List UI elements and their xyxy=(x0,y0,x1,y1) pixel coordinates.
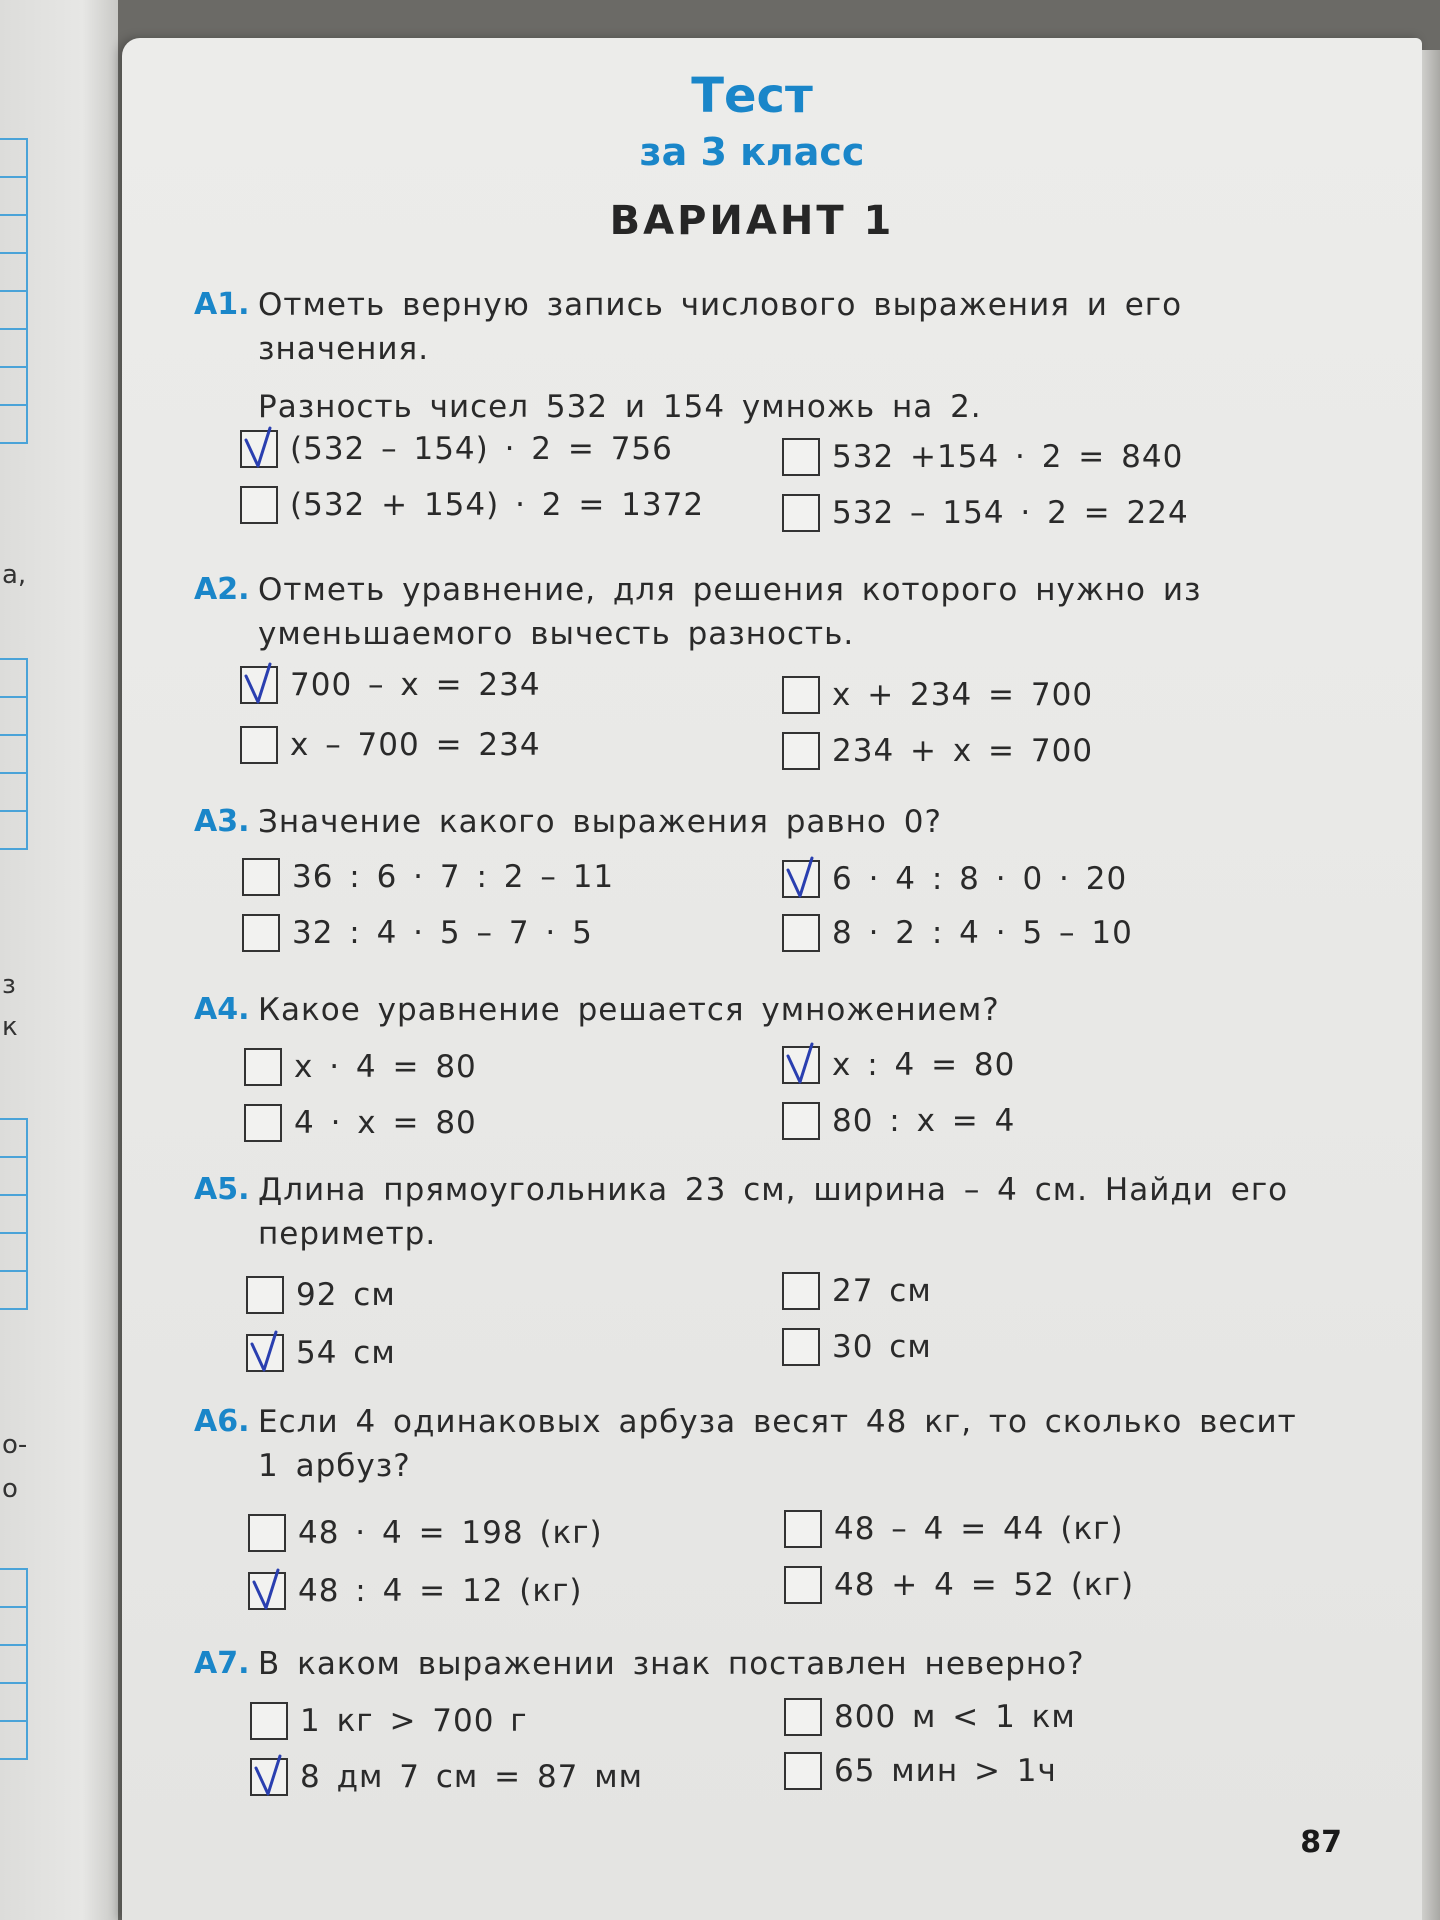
left-page-char: з xyxy=(2,970,16,1000)
variant-heading: ВАРИАНТ 1 xyxy=(609,198,895,244)
left-page-char: о xyxy=(2,1474,18,1504)
left-grid-column xyxy=(0,1570,28,1760)
option-label: 48 – 4 = 44 (кг) xyxy=(834,1511,1124,1547)
option-label: 700 – x = 234 xyxy=(290,667,541,703)
answer-option[interactable] xyxy=(782,732,1093,770)
answer-option[interactable] xyxy=(782,914,1133,952)
question-text: В каком выражении знак поставлен неверно? xyxy=(258,1646,1085,1682)
question-a2 xyxy=(194,568,1324,656)
option-label: 800 м < 1 км xyxy=(834,1699,1076,1735)
checkmark-icon xyxy=(782,852,822,902)
option-label: 92 см xyxy=(296,1277,396,1313)
checkbox[interactable] xyxy=(782,1272,820,1310)
option-label: 27 см xyxy=(832,1273,932,1309)
option-label: x + 234 = 700 xyxy=(832,677,1094,713)
grid-cell xyxy=(0,1682,28,1722)
answer-option[interactable] xyxy=(782,494,1189,532)
option-label: 32 : 4 · 5 – 7 · 5 xyxy=(292,915,593,951)
checkbox[interactable] xyxy=(784,1698,822,1736)
option-label: 65 мин > 1ч xyxy=(834,1753,1057,1789)
checkbox[interactable] xyxy=(784,1510,822,1548)
option-label: 30 см xyxy=(832,1329,932,1365)
grid-cell xyxy=(0,696,28,736)
grid-cell xyxy=(0,1720,28,1760)
answer-option[interactable] xyxy=(248,1572,583,1610)
grid-cell xyxy=(0,328,28,368)
checkbox[interactable] xyxy=(782,860,820,898)
question-text: Отметь верную запись числового выражения и его значения. xyxy=(258,287,1183,367)
question-number: А7. xyxy=(194,1646,250,1681)
answer-option[interactable] xyxy=(240,430,673,468)
answer-option[interactable] xyxy=(784,1510,1124,1548)
checkbox[interactable] xyxy=(246,1334,284,1372)
checkbox[interactable] xyxy=(250,1702,288,1740)
answer-option[interactable] xyxy=(242,914,593,952)
checkmark-icon xyxy=(246,1326,286,1376)
grid-cell xyxy=(0,176,28,216)
checkbox[interactable] xyxy=(240,486,278,524)
answer-option[interactable] xyxy=(784,1566,1134,1604)
grid-cell xyxy=(0,1270,28,1310)
answer-option[interactable] xyxy=(782,1272,932,1310)
answer-option[interactable] xyxy=(782,1102,1015,1140)
answer-option[interactable] xyxy=(246,1276,396,1314)
question-a6 xyxy=(194,1400,1324,1488)
question-a3 xyxy=(194,800,1324,844)
option-label: 48 · 4 = 198 (кг) xyxy=(298,1515,603,1551)
answer-option[interactable] xyxy=(240,666,541,704)
checkbox[interactable] xyxy=(244,1048,282,1086)
left-page-char: к xyxy=(2,1012,18,1042)
checkbox[interactable] xyxy=(782,732,820,770)
checkbox[interactable] xyxy=(244,1104,282,1142)
grid-cell xyxy=(0,1232,28,1272)
page-edge xyxy=(1422,50,1440,1920)
question-number: А6. xyxy=(194,1404,250,1439)
grid-cell xyxy=(0,810,28,850)
option-label: x : 4 = 80 xyxy=(832,1047,1016,1083)
checkbox[interactable] xyxy=(782,494,820,532)
option-label: 234 + x = 700 xyxy=(832,733,1094,769)
grid-cell xyxy=(0,1568,28,1608)
answer-option[interactable] xyxy=(250,1758,643,1796)
answer-option[interactable] xyxy=(250,1702,528,1740)
checkbox[interactable] xyxy=(240,726,278,764)
option-label: 532 – 154 · 2 = 224 xyxy=(832,495,1189,531)
grid-cell xyxy=(0,252,28,292)
question-number: А2. xyxy=(194,572,250,607)
answer-option[interactable] xyxy=(248,1514,603,1552)
option-label: 1 кг > 700 г xyxy=(300,1703,528,1739)
option-label: 48 : 4 = 12 (кг) xyxy=(298,1573,583,1609)
option-label: 6 · 4 : 8 · 0 · 20 xyxy=(832,861,1128,897)
question-number: А1. xyxy=(194,287,250,322)
question-a5 xyxy=(194,1168,1324,1256)
checkbox[interactable] xyxy=(782,438,820,476)
option-label: 8 · 2 : 4 · 5 – 10 xyxy=(832,915,1133,951)
page-title: Тест xyxy=(691,68,813,124)
answer-option[interactable] xyxy=(782,860,1127,898)
checkbox[interactable] xyxy=(782,676,820,714)
checkmark-icon xyxy=(250,1750,290,1800)
question-a4 xyxy=(194,988,1324,1032)
checkmark-icon xyxy=(240,658,280,708)
grid-cell xyxy=(0,1644,28,1684)
option-label: 48 + 4 = 52 (кг) xyxy=(834,1567,1135,1603)
grid-cell xyxy=(0,658,28,698)
question-number: А5. xyxy=(194,1172,250,1207)
answer-option[interactable] xyxy=(782,1046,1015,1084)
question-a1 xyxy=(194,283,1324,429)
option-label: 54 см xyxy=(296,1335,396,1371)
answer-option[interactable] xyxy=(784,1752,1057,1790)
question-text: Если 4 одинаковых арбуза весят 48 кг, то сколько весит 1 арбуз? xyxy=(258,1404,1297,1484)
question-text: Длина прямоугольника 23 см, ширина – 4 см. Найди его периметр. xyxy=(258,1172,1289,1252)
left-page-char: а, xyxy=(2,560,27,590)
checkbox[interactable] xyxy=(240,430,278,468)
answer-option[interactable] xyxy=(784,1698,1076,1736)
checkbox[interactable] xyxy=(240,666,278,704)
answer-option[interactable] xyxy=(246,1334,396,1372)
option-label: (532 – 154) · 2 = 756 xyxy=(290,431,673,467)
checkmark-icon xyxy=(248,1564,288,1614)
question-number: А4. xyxy=(194,992,250,1027)
grid-cell xyxy=(0,404,28,444)
grid-cell xyxy=(0,138,28,178)
checkbox[interactable] xyxy=(782,914,820,952)
grid-cell xyxy=(0,290,28,330)
page-number: 87 xyxy=(1300,1825,1342,1860)
checkbox[interactable] xyxy=(782,1046,820,1084)
answer-option[interactable] xyxy=(782,1328,932,1366)
answer-option[interactable] xyxy=(240,486,704,524)
checkbox[interactable] xyxy=(248,1572,286,1610)
grid-cell xyxy=(0,734,28,774)
grid-cell xyxy=(0,772,28,812)
checkbox[interactable] xyxy=(246,1276,284,1314)
grid-cell xyxy=(0,1194,28,1234)
left-grid-column xyxy=(0,660,28,850)
question-text: Отметь уравнение, для решения которого нужно из уменьшаемого вычесть разность. xyxy=(258,572,1202,652)
checkbox[interactable] xyxy=(782,1328,820,1366)
checkmark-icon xyxy=(240,422,280,472)
option-label: x · 4 = 80 xyxy=(294,1049,477,1085)
option-label: x – 700 = 234 xyxy=(290,727,541,763)
answer-option[interactable] xyxy=(244,1104,477,1142)
checkbox[interactable] xyxy=(248,1514,286,1552)
answer-option[interactable] xyxy=(242,858,614,896)
question-subtext: Разность чисел 532 и 154 умножь на 2. xyxy=(258,389,982,425)
answer-option[interactable] xyxy=(240,726,541,764)
grid-cell xyxy=(0,1156,28,1196)
left-grid-column xyxy=(0,1120,28,1310)
checkbox[interactable] xyxy=(242,858,280,896)
answer-option[interactable] xyxy=(782,438,1183,476)
checkbox[interactable] xyxy=(784,1566,822,1604)
checkbox[interactable] xyxy=(784,1752,822,1790)
option-label: 8 дм 7 см = 87 мм xyxy=(300,1759,644,1795)
grid-cell xyxy=(0,1118,28,1158)
question-text: Значение какого выражения равно 0? xyxy=(258,804,942,840)
left-grid-column xyxy=(0,140,28,444)
checkmark-icon xyxy=(782,1038,822,1088)
question-number: А3. xyxy=(194,804,250,839)
checkbox[interactable] xyxy=(242,914,280,952)
option-label: 4 · x = 80 xyxy=(294,1105,477,1141)
page-subtitle: за 3 класс xyxy=(639,130,865,174)
option-label: 532 +154 · 2 = 840 xyxy=(832,439,1184,475)
answer-option[interactable] xyxy=(782,676,1093,714)
checkbox[interactable] xyxy=(782,1102,820,1140)
question-a7 xyxy=(194,1642,1324,1686)
worksheet-page xyxy=(122,38,1422,1920)
left-page-char: о- xyxy=(2,1430,28,1460)
checkbox[interactable] xyxy=(250,1758,288,1796)
grid-cell xyxy=(0,1606,28,1646)
grid-cell xyxy=(0,366,28,406)
grid-cell xyxy=(0,214,28,254)
option-label: (532 + 154) · 2 = 1372 xyxy=(290,487,705,523)
option-label: 80 : x = 4 xyxy=(832,1103,1016,1139)
question-text: Какое уравнение решается умножением? xyxy=(258,992,1000,1028)
left-facing-page xyxy=(0,0,118,1920)
option-label: 36 : 6 · 7 : 2 – 11 xyxy=(292,859,615,895)
answer-option[interactable] xyxy=(244,1048,477,1086)
